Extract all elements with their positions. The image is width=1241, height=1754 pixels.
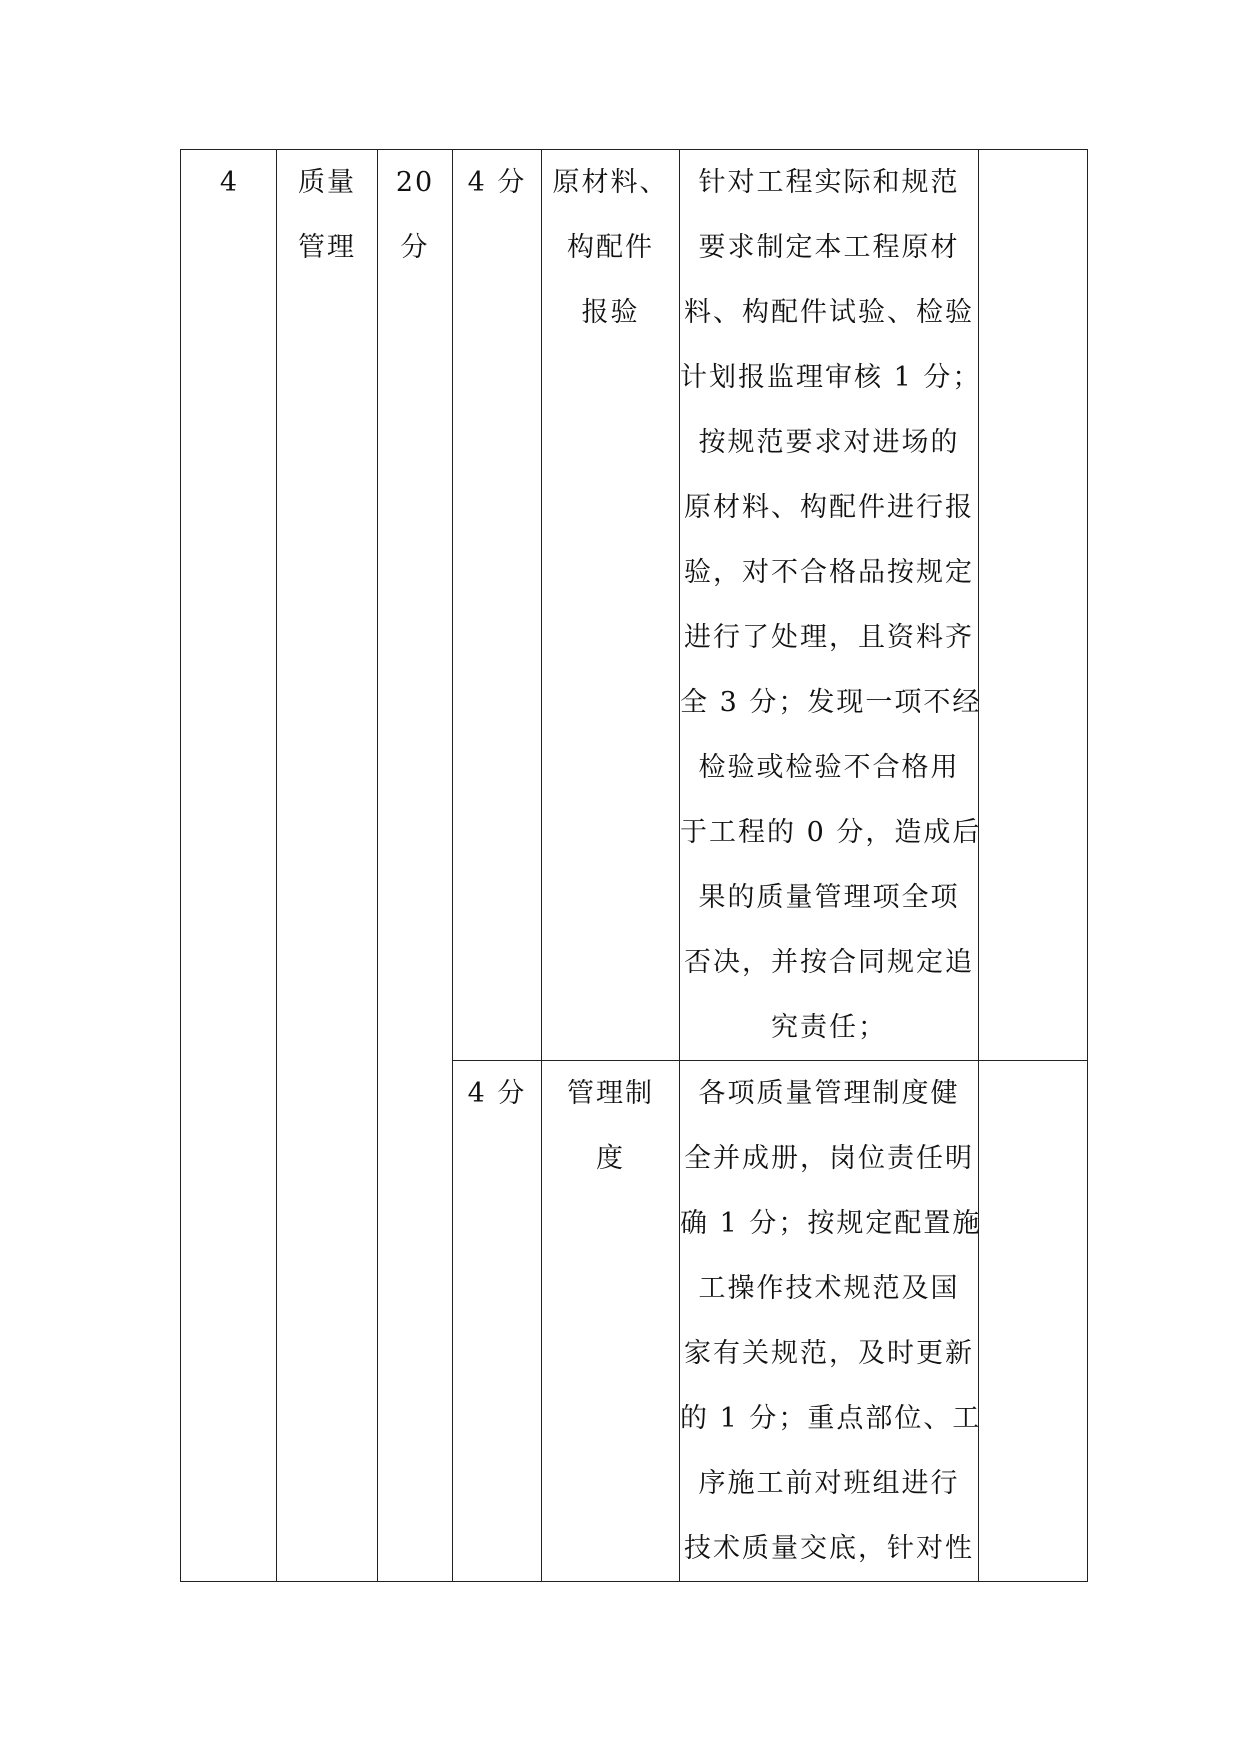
seq-cell bbox=[181, 150, 277, 1582]
total-score-line: 分 bbox=[400, 232, 430, 263]
criteria-line: 于工程的 0 分，造成后 bbox=[680, 817, 982, 848]
criteria-line: 计划报监理审核 1 分； bbox=[680, 362, 982, 393]
total-score bbox=[378, 150, 452, 280]
sub-item-line: 报验 bbox=[581, 297, 640, 328]
total-score-cell bbox=[378, 150, 453, 1582]
criteria-text bbox=[680, 1061, 982, 1581]
table-row bbox=[181, 150, 1088, 1061]
criteria-line: 序施工前对班组进行 bbox=[698, 1468, 960, 1499]
sub-score: 4 分 bbox=[467, 167, 527, 198]
score-cell bbox=[979, 150, 1088, 1061]
criteria-line: 原材料、构配件进行报 bbox=[684, 492, 974, 523]
sub-item-name bbox=[542, 1061, 679, 1191]
criteria-line: 全 3 分；发现一项不经 bbox=[680, 687, 982, 718]
criteria-line: 究责任； bbox=[771, 1012, 887, 1043]
sub-item-line: 原材料、 bbox=[552, 167, 669, 198]
criteria-line: 否决，并按合同规定追 bbox=[684, 947, 974, 978]
sub-item-cell bbox=[542, 1061, 680, 1582]
criteria-cell bbox=[680, 150, 982, 1061]
criteria-line: 家有关规范，及时更新 bbox=[684, 1338, 974, 1369]
criteria-line: 按规范要求对进场的 bbox=[698, 427, 960, 458]
scoring-table bbox=[180, 149, 1088, 1582]
criteria-line: 要求制定本工程原材 bbox=[698, 232, 960, 263]
criteria-cell bbox=[680, 1061, 982, 1582]
score-cell bbox=[979, 1061, 1088, 1582]
criteria-text bbox=[680, 150, 982, 1060]
criteria-line: 果的质量管理项全项 bbox=[698, 882, 960, 913]
item-name-line: 管理 bbox=[298, 232, 356, 263]
item-name bbox=[277, 150, 377, 280]
sub-item-line: 构配件 bbox=[567, 232, 654, 263]
sub-score-cell bbox=[453, 1061, 542, 1582]
item-name-line: 质量 bbox=[298, 167, 356, 198]
criteria-line: 针对工程实际和规范 bbox=[698, 167, 960, 198]
sub-score: 4 分 bbox=[467, 1078, 527, 1109]
sub-item-line: 管理制 bbox=[567, 1078, 654, 1109]
criteria-line: 确 1 分；按规定配置施 bbox=[680, 1208, 982, 1239]
criteria-line: 检验或检验不合格用 bbox=[698, 752, 960, 783]
criteria-line: 料、构配件试验、检验 bbox=[684, 297, 974, 328]
criteria-line: 验，对不合格品按规定 bbox=[684, 557, 974, 588]
criteria-line: 进行了处理，且资料齐 bbox=[684, 622, 974, 653]
criteria-line: 工操作技术规范及国 bbox=[698, 1273, 960, 1304]
sub-item-line: 度 bbox=[596, 1143, 625, 1174]
criteria-line: 全并成册，岗位责任明 bbox=[684, 1143, 974, 1174]
sub-item-cell bbox=[542, 150, 680, 1061]
sub-score-cell bbox=[453, 150, 542, 1061]
criteria-line: 的 1 分；重点部位、工 bbox=[680, 1403, 982, 1434]
sub-item-name bbox=[542, 150, 679, 345]
item-cell bbox=[277, 150, 378, 1582]
criteria-line: 技术质量交底，针对性 bbox=[684, 1533, 974, 1564]
seq-number: 4 bbox=[219, 167, 238, 198]
criteria-line: 各项质量管理制度健 bbox=[698, 1078, 960, 1109]
total-score-line: 20 bbox=[395, 167, 435, 198]
